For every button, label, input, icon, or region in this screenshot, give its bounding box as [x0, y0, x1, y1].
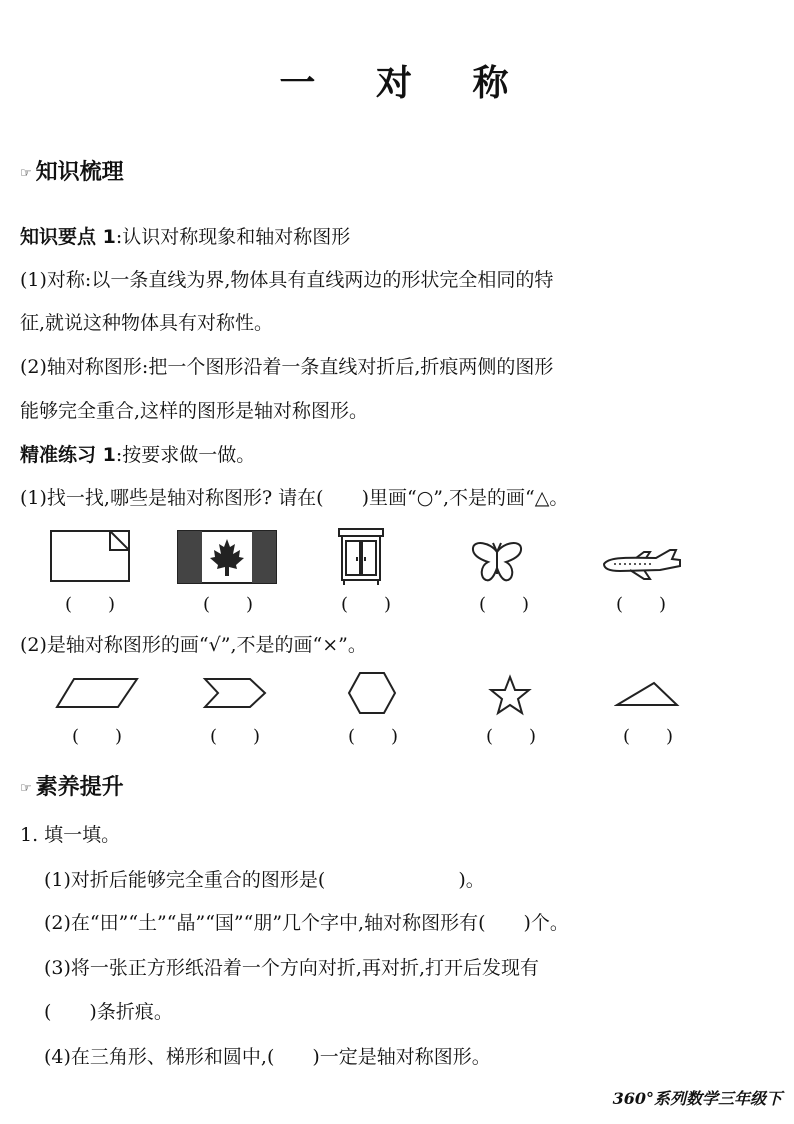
- section-label: 素养提升: [35, 775, 124, 800]
- page-title: [0, 55, 794, 106]
- canada-flag-icon: [177, 530, 277, 584]
- folded-paper-icon: [48, 528, 132, 584]
- question-line: (3)将一张正方形纸沿着一个方向对折,再对折,打开后发现有: [44, 957, 539, 979]
- cabinet-icon: [336, 527, 386, 587]
- section-heading-knowledge: [20, 155, 124, 186]
- question-line: (4)在三角形、梯形和圆中,( )一定是轴对称图形。: [44, 1046, 491, 1068]
- title-char: 一: [279, 62, 322, 104]
- section-heading-improve: [20, 770, 124, 801]
- paragraph-line: (1)对称:以一条直线为界,物体具有直线两边的形状完全相同的特: [20, 269, 554, 291]
- answer-paren[interactable]: ( ): [622, 726, 674, 747]
- exercise-heading: 1. 填一填。: [20, 824, 121, 846]
- airplane-icon: [600, 546, 684, 582]
- pointing-hand-icon: ☞: [20, 780, 32, 796]
- parallelogram-icon: [54, 676, 140, 710]
- title-char: 称: [472, 62, 515, 104]
- star-icon: [488, 674, 532, 716]
- answer-paren[interactable]: ( ): [340, 594, 392, 615]
- answer-paren[interactable]: ( ): [209, 726, 261, 747]
- answer-paren[interactable]: ( ): [64, 594, 116, 615]
- question-line: (1)对折后能够完全重合的图形是( )。: [44, 869, 485, 891]
- paragraph-line: 征,就说这种物体具有对称性。: [20, 312, 274, 334]
- question-line: (2)是轴对称图形的画“√”,不是的画“×”。: [20, 634, 367, 656]
- knowledge-point-label: 知识要点 1: [20, 226, 116, 248]
- question-line: (2)在“田”“土”“晶”“国”“朋”几个字中,轴对称图形有( )个。: [44, 912, 569, 934]
- practice-label: 精准练习 1: [20, 444, 116, 466]
- chevron-arrow-icon: [202, 676, 268, 710]
- answer-paren[interactable]: ( ): [478, 594, 530, 615]
- butterfly-icon: [470, 540, 524, 586]
- answer-paren[interactable]: ( ): [347, 726, 399, 747]
- practice-text: :按要求做一做。: [115, 444, 256, 466]
- hexagon-icon: [346, 670, 398, 716]
- section-label: 知识梳理: [35, 160, 124, 185]
- question-line: (1)找一找,哪些是轴对称图形? 请在( )里画“○”,不是的画“△。: [20, 487, 569, 509]
- paragraph-line: 能够完全重合,这样的图形是轴对称图形。: [20, 400, 369, 422]
- answer-paren[interactable]: ( ): [485, 726, 537, 747]
- paragraph-line: (2)轴对称图形:把一个图形沿着一条直线对折后,折痕两侧的图形: [20, 356, 554, 378]
- question-line: ( )条折痕。: [44, 1001, 173, 1023]
- page-footer: 360°系列数学三年级下: [612, 1089, 782, 1108]
- triangle-icon: [614, 680, 680, 708]
- title-char: 对: [375, 62, 418, 104]
- knowledge-point-line: [20, 222, 350, 249]
- answer-paren[interactable]: ( ): [71, 726, 123, 747]
- practice-line: [20, 440, 255, 467]
- answer-paren[interactable]: ( ): [615, 594, 667, 615]
- answer-paren[interactable]: ( ): [202, 594, 254, 615]
- knowledge-point-text: :认识对称现象和轴对称图形: [115, 226, 351, 248]
- pointing-hand-icon: ☞: [20, 165, 32, 181]
